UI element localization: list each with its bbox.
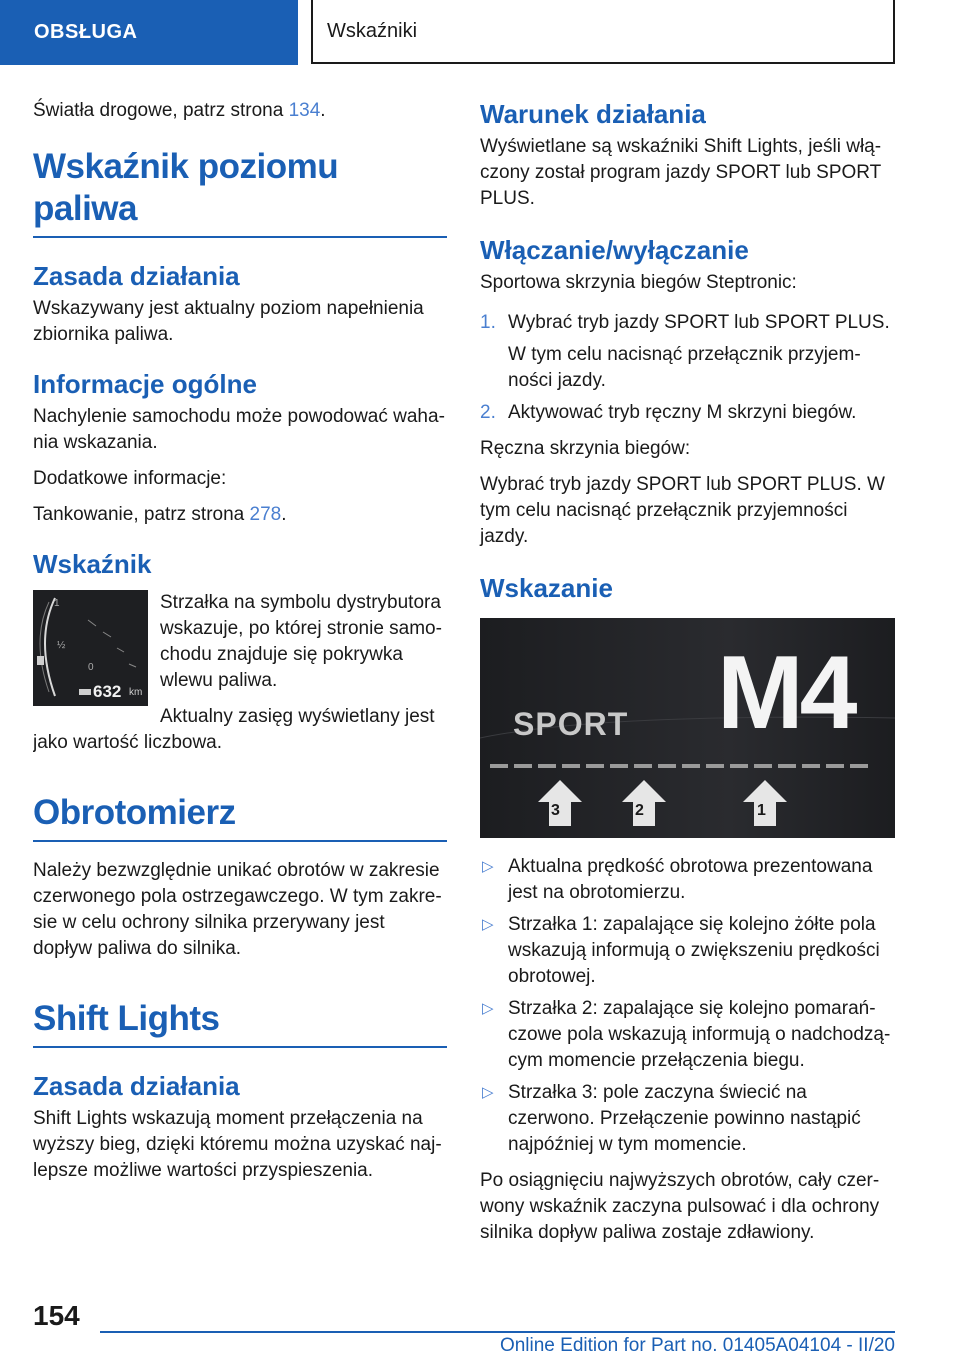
step-item-1 bbox=[480, 310, 896, 394]
steps-list bbox=[480, 310, 896, 426]
section-label: OBSŁUGA bbox=[34, 21, 138, 43]
manual-text-1: Ręczna skrzynia biegów: bbox=[480, 438, 691, 459]
general-text-2: Dodatkowe informacje: bbox=[33, 468, 227, 489]
heading-shift-lights: Shift Lights bbox=[33, 998, 447, 1048]
gauge-mark-1: 1 bbox=[54, 598, 60, 609]
bullet-item: ▷ Strzałka 1: zapalające się kolejno żółte pola wskazują informują o zwiększeniu prędkości obrotowej. bbox=[482, 914, 880, 987]
step-text: Aktywować tryb ręczny M skrzyni biegów. bbox=[508, 402, 857, 423]
arrow-label-1: 1 bbox=[757, 802, 766, 819]
condition-text: Wyświetlane są wskaźniki Shift Lights, jeśli włączony został program jazdy SPORT lub SPORT PLUS. bbox=[480, 136, 882, 209]
chapter-header bbox=[311, 0, 895, 64]
indicator-text-1: Strzałka na symbolu dystrybutora wskazuje, po której stronie samochodu znajduje się pokrywka wlewu paliwa. bbox=[160, 592, 442, 691]
gear-indicator: M4 bbox=[717, 635, 854, 751]
sport-mode-label: SPORT bbox=[513, 706, 629, 742]
section-tab bbox=[0, 0, 298, 65]
triangle-bullet-icon: ▷ bbox=[482, 916, 494, 933]
general-text-1: Nachylenie samochodu może powodować wahania wskazania. bbox=[33, 406, 445, 453]
shift-lights-image bbox=[480, 618, 895, 838]
heading-indicator: Wskaźnik bbox=[33, 549, 152, 579]
arrow-label-3: 3 bbox=[551, 802, 560, 819]
footer-edition: Online Edition for Part no. 01405A04104 - II/20 bbox=[499, 1335, 895, 1356]
heading-display: Wskazanie bbox=[480, 573, 613, 603]
step-item-2 bbox=[480, 400, 896, 426]
bullet-item: ▷ Strzałka 2: zapalające się kolejno pomarańczowe pola wskazują informują o nadchodzącym momencie przełączenia biegu. bbox=[482, 998, 891, 1071]
gauge-mark-half: ½ bbox=[57, 640, 66, 651]
range-value: 632 bbox=[93, 682, 122, 701]
bullet-item: ▷ Aktualna prędkość obrotowa prezentowana jest na obrotomierzu. bbox=[482, 856, 873, 903]
intro-paragraph: Światła drogowe, patrz strona 134. bbox=[33, 100, 326, 121]
tachometer-text: Należy bezwzględnie unikać obrotów w zakresie czerwonego pola ostrzegawczego. W tym zakresie w celu ochrony silnika przerywany jest dopływ paliwa do silnika. bbox=[33, 860, 442, 959]
fuel-gauge-image bbox=[33, 590, 148, 706]
range-unit: km bbox=[129, 687, 143, 698]
general-text-3: Tankowanie, patrz strona 278. bbox=[33, 504, 287, 525]
gauge-mark-0: 0 bbox=[88, 662, 94, 673]
step-number: 1. bbox=[480, 312, 496, 333]
triangle-bullet-icon: ▷ bbox=[482, 858, 494, 875]
step-number: 2. bbox=[480, 402, 496, 423]
heading-operating-condition: Warunek działania bbox=[480, 99, 706, 129]
step-text: Wybrać tryb jazdy SPORT lub SPORT PLUS. bbox=[508, 312, 890, 333]
fuel-pump-icon bbox=[37, 656, 44, 665]
indicator-figure-row bbox=[33, 590, 447, 792]
shift-principle-text: Shift Lights wskazują moment przełączenia na wyższy bieg, dzięki któremu można uzyskać najlepsze możliwe wartości przyspieszenia. bbox=[33, 1108, 442, 1181]
triangle-bullet-icon: ▷ bbox=[482, 1000, 494, 1017]
range-pump-icon bbox=[79, 689, 91, 695]
heading-general-info: Informacje ogólne bbox=[33, 369, 257, 399]
right-column bbox=[480, 98, 896, 1256]
final-text: Po osiągnięciu najwyższych obrotów, cały czerwony wskaźnik zaczyna pulsować i dla ochrony silnika dopływ paliwa zostaje zdławiony. bbox=[480, 1170, 880, 1243]
on-off-text: Sportowa skrzynia biegów Steptronic: bbox=[480, 272, 797, 293]
page-number: 154 bbox=[33, 1300, 80, 1331]
page-link-134[interactable]: 134 bbox=[288, 100, 321, 121]
chapter-title: Wskaźniki bbox=[327, 19, 418, 42]
manual-text-2: Wybrać tryb jazdy SPORT lub SPORT PLUS. W tym celu nacisnąć przełącznik przyjemności jazdy. bbox=[480, 474, 885, 547]
bullet-item: ▷ Strzałka 3: pole zaczyna świecić na czerwono. Przełączenie powinno nastąpić najpóźniej w tym momencie. bbox=[482, 1082, 861, 1155]
indicator-text-2: Aktualny zasięg wyświetlany jest jako wartość liczbowa. bbox=[33, 706, 435, 753]
heading-shift-principle: Zasada działania bbox=[33, 1071, 240, 1101]
heading-fuel-gauge: Wskaźnik poziomu paliwa bbox=[33, 146, 447, 238]
page-link-278[interactable]: 278 bbox=[249, 504, 282, 525]
step-subtext: W tym celu nacisnąć przełącznik przyjemności jazdy. bbox=[508, 344, 861, 391]
left-column bbox=[33, 98, 447, 1194]
principle-text: Wskazywany jest aktualny poziom napełnienia zbiornika paliwa. bbox=[33, 298, 424, 345]
heading-on-off: Włączanie/wyłączanie bbox=[480, 235, 749, 265]
heading-principle: Zasada działania bbox=[33, 261, 240, 291]
triangle-bullet-icon: ▷ bbox=[482, 1084, 494, 1101]
arrow-label-2: 2 bbox=[635, 802, 644, 819]
heading-tachometer: Obrotomierz bbox=[33, 792, 447, 842]
bullet-list bbox=[480, 854, 896, 1158]
